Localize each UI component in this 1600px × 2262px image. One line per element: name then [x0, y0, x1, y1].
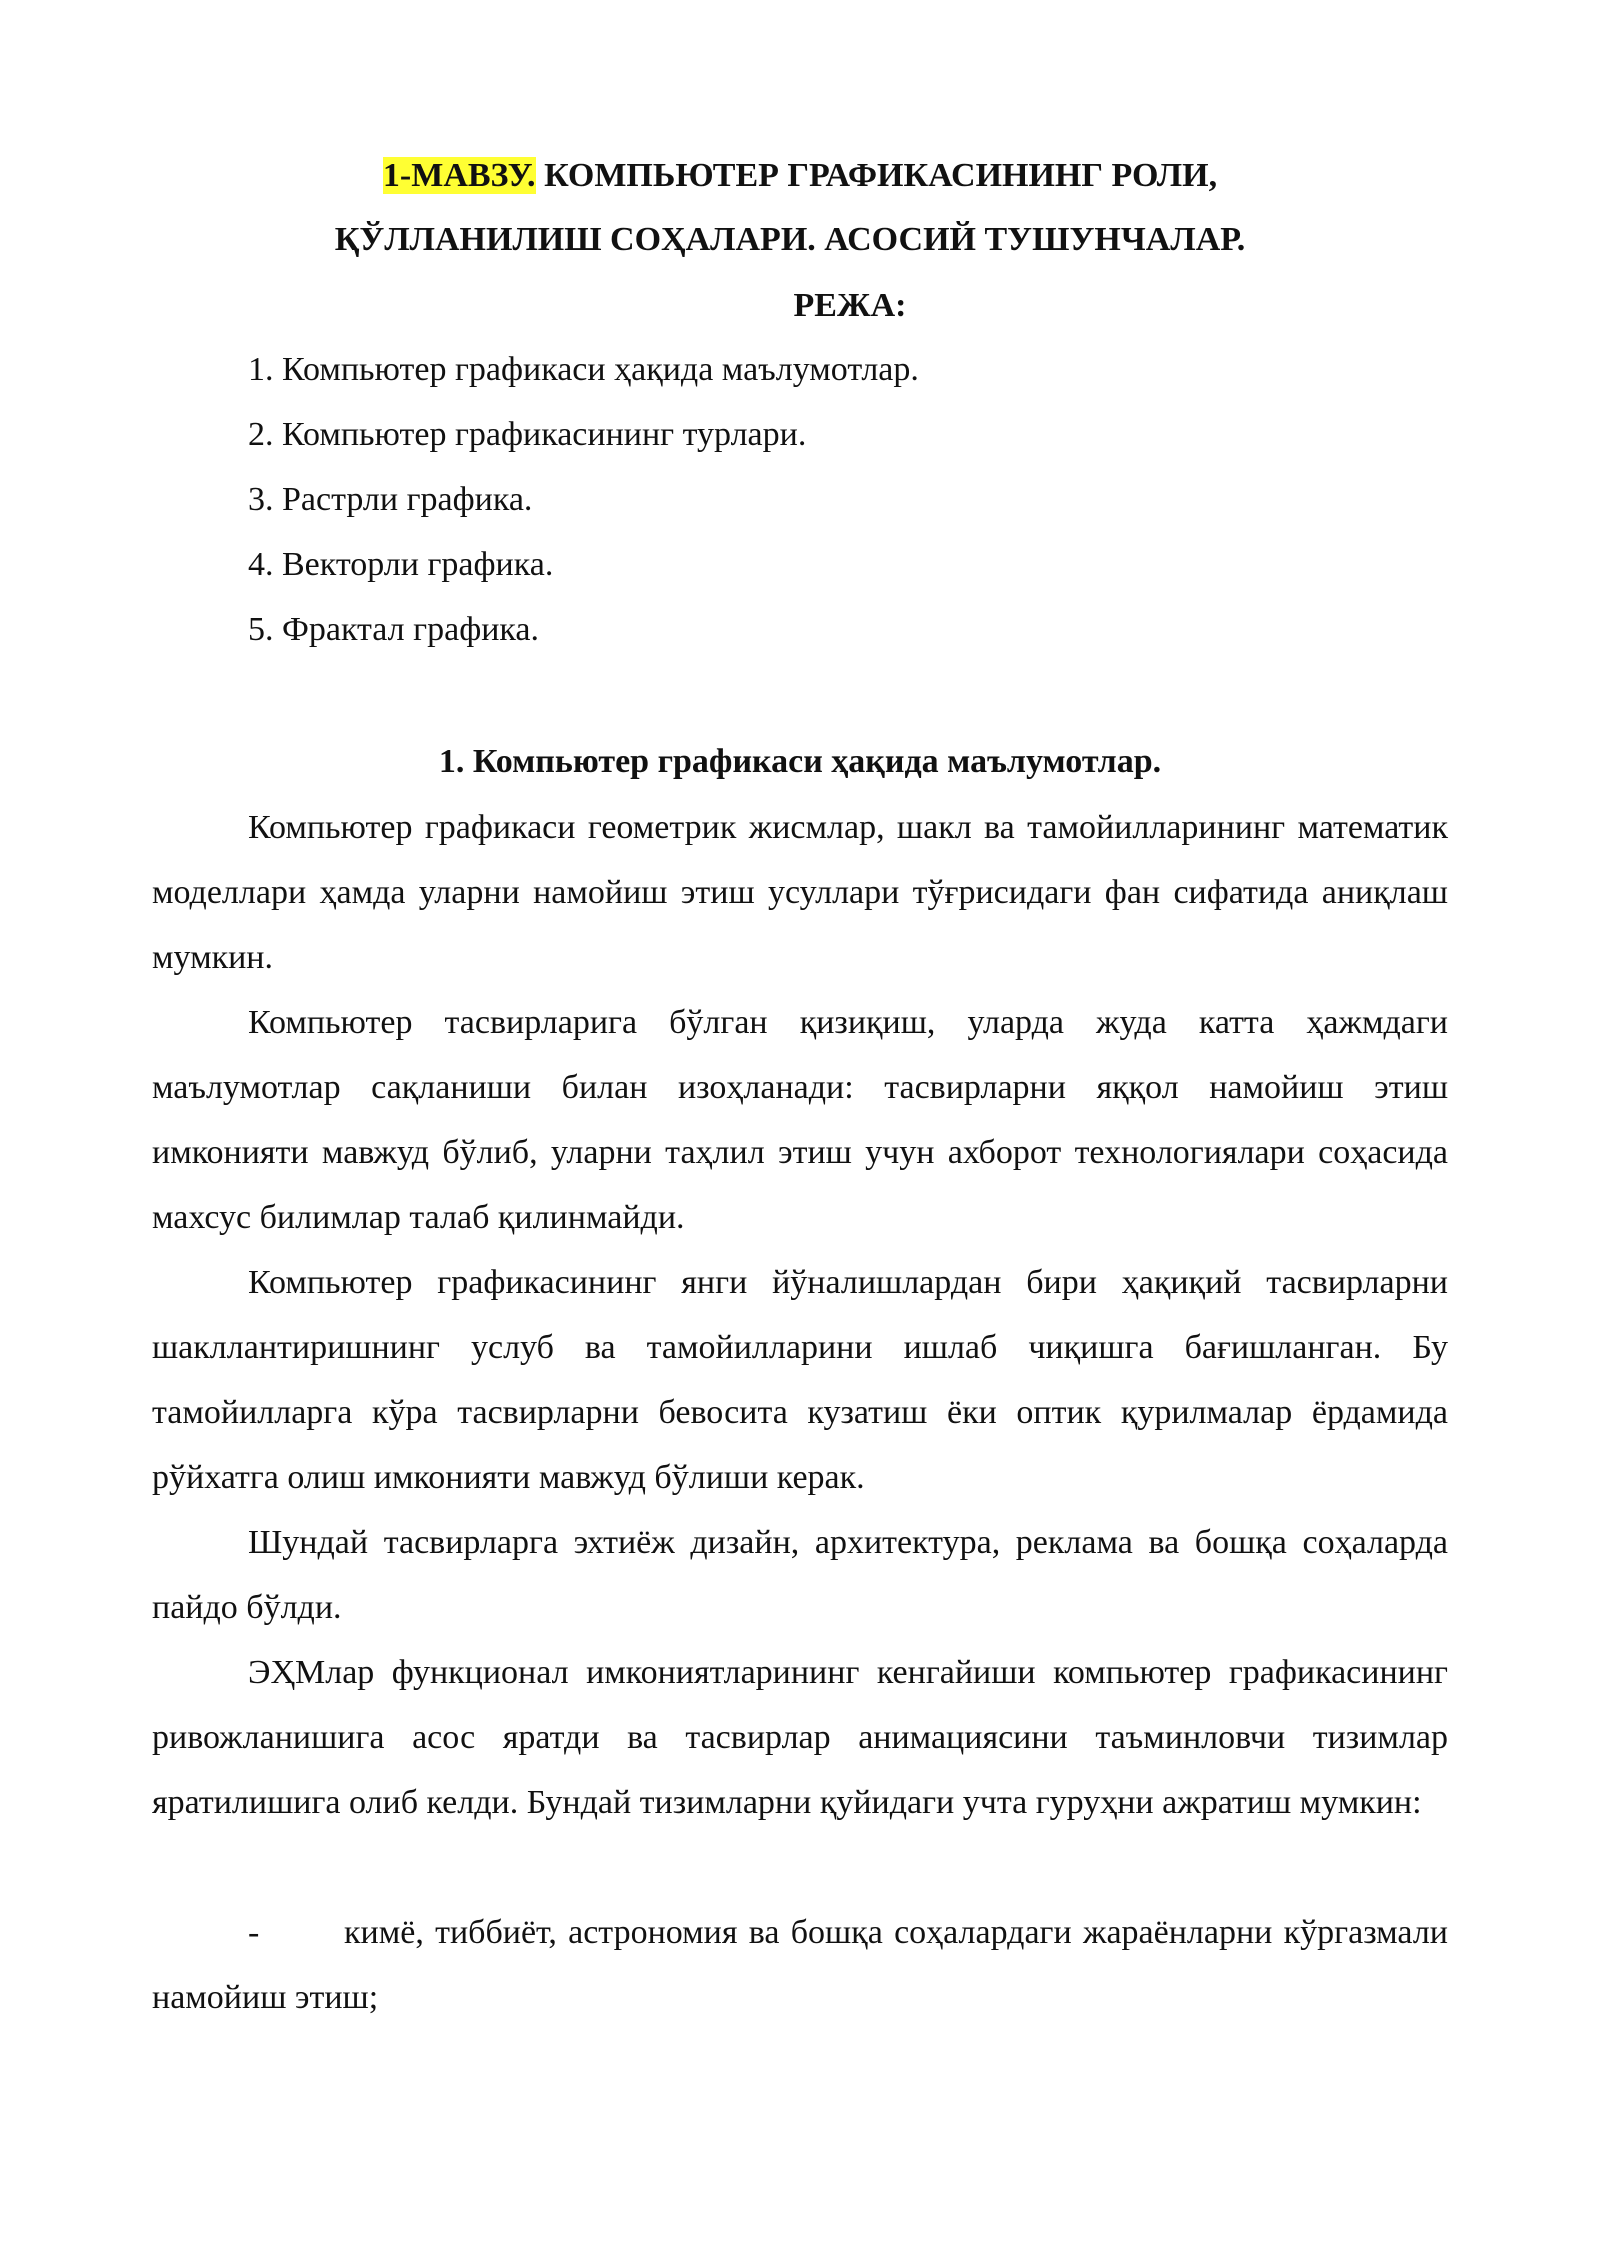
plan-item: 5. Фрактал графика.: [248, 611, 540, 648]
topic-number-highlight: 1-МАВЗУ.: [382, 157, 536, 194]
plan-item: 3. Растрли графика.: [248, 481, 533, 518]
bullet-item: [152, 1900, 1448, 2030]
plan-item: 2. Компьютер графикасининг турлари.: [248, 416, 807, 453]
topic-title-line-2: ҚЎЛЛАНИЛИШ СОҲАЛАРИ. АСОСИЙ ТУШУНЧАЛАР.: [334, 221, 1246, 258]
bullet-text: кимё, тиббиёт, астрономия ва бошқа соҳалардаги жараёнларни кўргазмали намойиш этиш;: [152, 1914, 1448, 2016]
body-paragraph: Компьютер графикасининг янги йўналишлардан бири ҳақиқий тасвирларни шакллантиришнинг услуб ва тамойилларини ишлаб чиқишга бағишланган. Бу тамойилларга кўра тасвирларни бевосита кузатиш ёки оптик қурилмалар ёрдамида рўйхатга олиш имконияти мавжуд бўлиши керак.: [152, 1264, 1448, 1496]
plan-item: 4. Векторли графика.: [248, 546, 554, 583]
plan-item: 1. Компьютер графикаси ҳақида маълумотлар.: [248, 351, 919, 388]
topic-title-text: КОМПЬЮТЕР ГРАФИКАСИНИНГ РОЛИ,: [535, 157, 1218, 194]
body-paragraph: Компьютер тасвирларига бўлган қизиқиш, уларда жуда катта ҳажмдаги маълумотлар сақланиши билан изоҳланади: тасвирларни яққол намойиш этиш имконияти мавжуд бўлиб, уларни таҳлил этиш учун ахборот технологиялари соҳасида махсус билимлар талаб қилинмайди.: [152, 1004, 1448, 1236]
body-paragraph: ЭҲМлар функционал имкониятларининг кенгайиши компьютер графикасининг ривожланишига асос яратди ва тасвирлар анимациясини таъминловчи тизимлар яратилишига олиб келди. Бундай тизимларни қуйидаги учта гуруҳни ажратиш мумкин:: [152, 1654, 1448, 1821]
plan-heading: РЕЖА:: [793, 287, 907, 324]
body-paragraph: Компьютер графикаси геометрик жисмлар, шакл ва тамойилларининг математик моделлари ҳамда уларни намойиш этиш усуллари тўғрисидаги фан сифатида аниқлаш мумкин.: [152, 809, 1448, 976]
bullet-marker: -: [248, 1914, 260, 1951]
section-heading: 1. Компьютер графикаси ҳақида маълумотлар.: [438, 743, 1162, 780]
topic-title-line-1: [0, 156, 1600, 196]
body-paragraph: Шундай тасвирларга эхтиёж дизайн, архитектура, реклама ва бошқа соҳаларда пайдо бўлди.: [152, 1524, 1448, 1626]
